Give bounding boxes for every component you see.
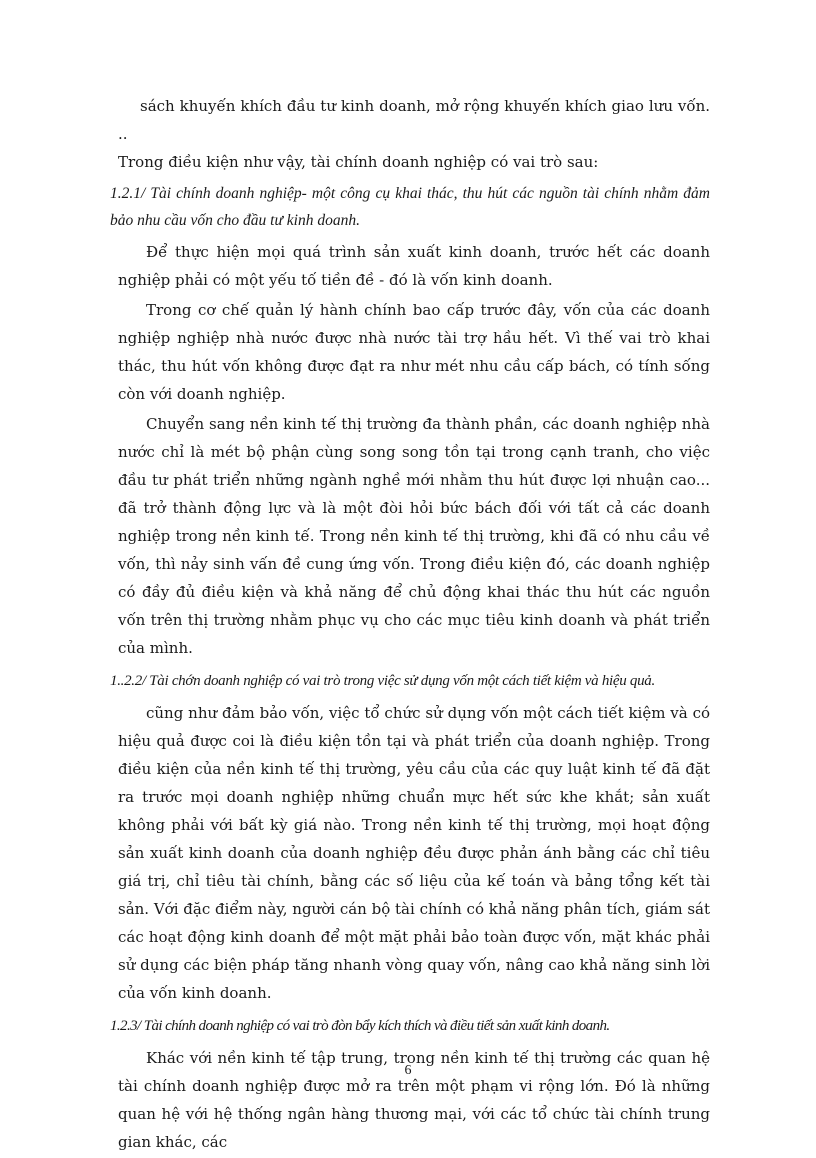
paragraph: Để thực hiện mọi quá trình sản xuất kinh doanh, trước hết các doanh nghiệp phải có một yếu tố tiền đề - đó là vốn kinh doanh.: [118, 243, 710, 289]
paragraph: Khác với nền kinh tế tập trung, trong nền kinh tế thị trường các quan hệ tài chính doanh nghiệp được mở ra trên một phạm vi rộng lớn. Đó là những quan hệ với hệ thống ngân hàng thương mại, với các tổ chức tài chính trung gian khác, các: [118, 1049, 710, 1151]
intro-line-1: sách khuyến khích đầu tư kinh doanh, mở rộng khuyến khích giao lưu vốn. ..: [118, 97, 710, 143]
page-number: 6: [404, 1063, 412, 1078]
document-page: [110, 92, 710, 1158]
paragraph: Trong cơ chế quản lý hành chính bao cấp trước đây, vốn của các doanh nghiệp nghiệp nhà nước được nhà nước tài trợ hầu hết. Vì thế vai trò khai thác, thu hút vốn không được đạt ra như mét nhu cầu cấp bách, có tính sống còn với doanh nghiệp.: [118, 301, 710, 403]
paragraph: Chuyển sang nền kinh tế thị trường đa thành phần, các doanh nghiệp nhà nước chỉ là mét bộ phận cùng song song tồn tại trong cạnh tranh, cho việc đầu tư phát triển những ngành nghề mới nhằm thu hút được lợi nhuận cao... đã trở thành động lực và là một đòi hỏi bức bách đối với tất cả các doanh nghiệp trong nền kinh tế. Trong nền kinh tế thị trường, khi đã có nhu cầu về vốn, thì nảy sinh vấn đề cung ứng vốn. Trong điều kiện đó, các doanh nghiệp có đầy đủ điều kiện và khả năng để chủ động khai thác thu hút các nguồn vốn trên thị trường nhằm phục vụ cho các mục tiêu kinh doanh và phát triển của mình.: [118, 415, 710, 657]
section-heading-2: 1..2.2/ Tài chớn doanh nghiệp có vai trò trong việc sử dụng vốn một cách tiết kiệm và hiệu quả.: [110, 673, 655, 689]
intro-line-2: Trong điều kiện như vậy, tài chính doanh nghiệp có vai trò sau:: [118, 153, 599, 171]
section-heading-3: 1.2.3/ Tài chính doanh nghiệp có vai trò đòn bẩy kích thích và điều tiết sản xuất kinh doanh.: [110, 1018, 610, 1034]
section-heading-1: 1.2.1/ Tài chính doanh nghiệp- một công cụ khai thác, thu hút các nguồn tài chính nhằm đảm bảo nhu cầu vốn cho đầu tư kinh doanh.: [110, 185, 710, 229]
paragraph: cũng như đảm bảo vốn, việc tổ chức sử dụng vốn một cách tiết kiệm và có hiệu quả được coi là điều kiện tồn tại và phát triển của doanh nghiệp. Trong điều kiện của nền kinh tế thị trường, yêu cầu của các quy luật kinh tế đã đặt ra trước mọi doanh nghiệp những chuẩn mực hết sức khe khắt; sản xuất không phải với bất kỳ giá nào. Trong nền kinh tế thị trường, mọi hoạt động sản xuất kinh doanh của doanh nghiệp đều được phản ánh bằng các chỉ tiêu giá trị, chỉ tiêu tài chính, bằng các số liệu của kế toán và bảng tổng kết tài sản. Với đặc điểm này, người cán bộ tài chính có khả năng phân tích, giám sát các hoạt động kinh doanh để một mặt phải bảo toàn được vốn, mặt khác phải sử dụng các biện pháp tăng nhanh vòng quay vốn, nâng cao khả năng sinh lời của vốn kinh doanh.: [118, 704, 710, 1002]
